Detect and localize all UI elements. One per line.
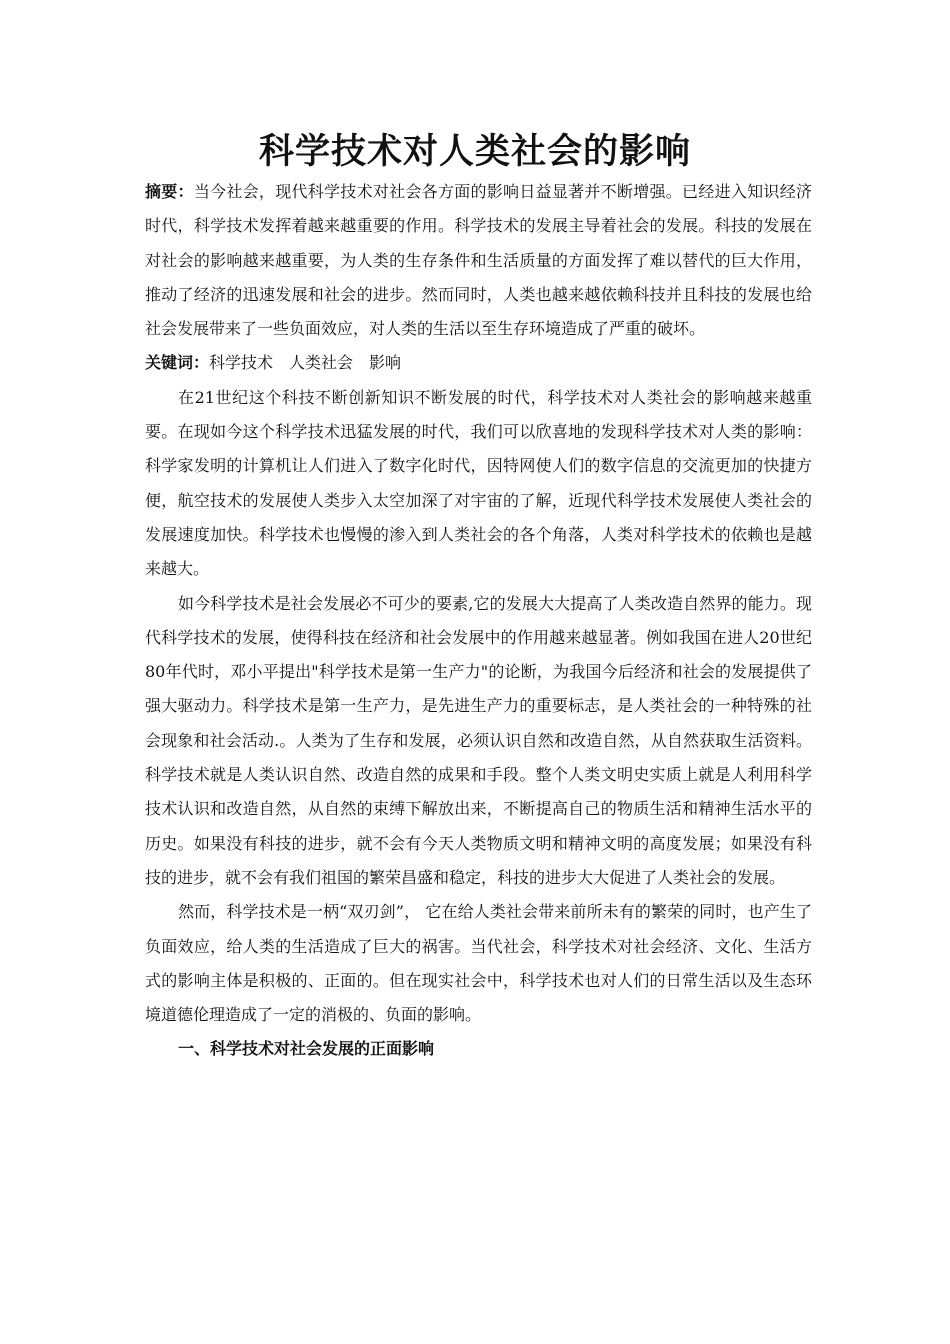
keywords-label: 关键词： bbox=[145, 353, 210, 373]
paragraph-1: 在21世纪这个科技不断创新知识不断发展的时代，科学技术对人类社会的影响越来越重要。在现如今这个科学技术迅猛发展的时代，我们可以欣喜地的发现科学技术对人类的影响：科学家发明的计算机让人们进入了数字化时代，因特网使人们的数字信息的交流更加的快捷方便，航空技术的发展使人类步入太空加深了对宇宙的了解，近现代科学技术发展使人类社会的发展速度加快。科学技术也慢慢的渗入到人类社会的各个角落，人类对科学技术的依赖也是越来越大。 bbox=[145, 387, 812, 579]
document-title: 科学技术对人类社会的影响 bbox=[258, 131, 691, 172]
abstract-label: 摘要： bbox=[145, 182, 194, 201]
keywords-text: 科学技术 人类社会 影响 bbox=[209, 353, 402, 373]
paragraph-3: 然而，科学技术是一柄“双刃剑”， 它在给人类社会带来前所未有的繁荣的同时，也产生了负面效应，给人类的生活造成了巨大的祸害。当代社会，科学技术对社会经济、文化、生活方式的影响主体是积极的、正面的。但在现实社会中，科学技术也对人们的日常生活以及生态环境道德伦理造成了一定的消极的、负面的影响。 bbox=[145, 902, 812, 1025]
abstract bbox=[145, 175, 812, 346]
keywords bbox=[145, 346, 812, 380]
abstract-text: 当今社会，现代科学技术对社会各方面的影响日益显著并不断增强。已经进入知识经济时代，科学技术发挥着越来越重要的作用。科学技术的发展主导着社会的发展。科技的发展在对社会的影响越来越重要，为人类的生存条件和生活质量的方面发挥了难以替代的巨大作用，推动了经济的迅速发展和社会的进步。然而同时，人类也越来越依赖科技并且科技的发展也给社会发展带来了一些负面效应，对人类的生活以至生存环境造成了严重的破坏。 bbox=[145, 182, 812, 339]
paragraph-2: 如今科学技术是社会发展必不可少的要素,它的发展大大提高了人类改造自然界的能力。现代科学技术的发展，使得科技在经济和社会发展中的作用越来越显著。例如我国在进人20世纪80年代时，邓小平提出"科学技术是第一生产力"的论断，为我国今后经济和社会的发展提供了强大驱动力。科学技术是第一生产力，是先进生产力的重要标志，是人类社会的一种特殊的社会现象和社会活动.。人类为了生存和发展，必须认识自然和改造自然，从自然获取生活资料。科学技术就是人类认识自然、改造自然的成果和手段。整个人类文明史实质上就是人利用科学技术认识和改造自然，从自然的束缚下解放出来，不断提高自己的物质生活和精神生活水平的历史。如果没有科技的进步，就不会有今天人类物质文明和精神文明的高度发展；如果没有科技的进步，就不会有我们祖国的繁荣昌盛和稳定，科技的进步大大促进了人类社会的发展。 bbox=[145, 593, 812, 887]
section-heading: 一、科学技术对社会发展的正面影响 bbox=[178, 1039, 435, 1059]
document-body bbox=[145, 175, 812, 1067]
